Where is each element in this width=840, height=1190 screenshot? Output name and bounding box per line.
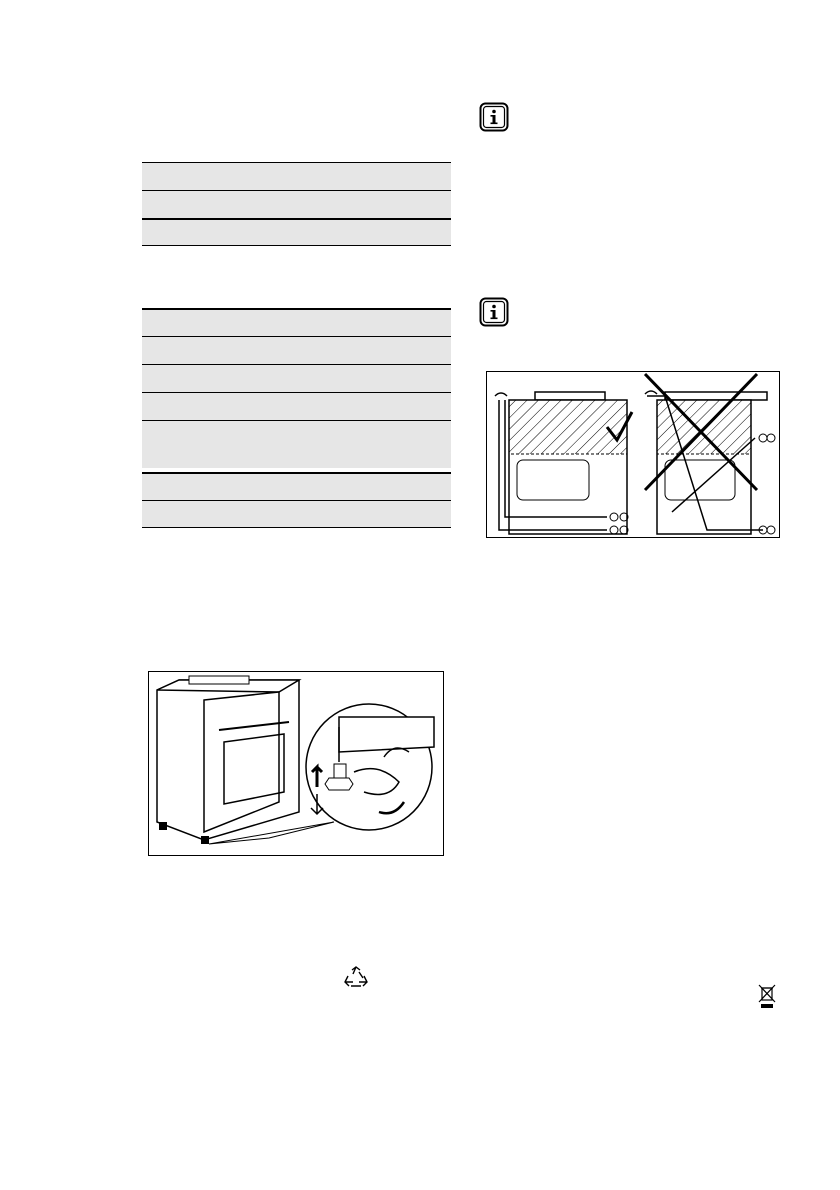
crossed-bin-icon — [758, 983, 776, 1009]
table-row — [142, 336, 451, 364]
table-row — [142, 392, 451, 420]
table-row — [142, 308, 451, 336]
table-row — [142, 420, 451, 468]
zoom-inset — [306, 704, 434, 830]
table-row — [142, 364, 451, 392]
table-row — [142, 472, 451, 500]
technical-data-table-2 — [142, 308, 451, 528]
anti-tilt-illustration — [486, 371, 780, 538]
adjust-feet-illustration — [148, 671, 444, 856]
table-row — [142, 500, 451, 528]
table-row — [142, 162, 451, 190]
table-row — [142, 190, 451, 218]
info-icon — [479, 102, 509, 132]
technical-data-table-1 — [142, 162, 451, 246]
cooker-correct-installation — [495, 392, 628, 534]
info-icon — [479, 297, 509, 327]
table-row — [142, 218, 451, 246]
recycle-icon — [343, 966, 369, 990]
cooker-incorrect-installation — [645, 391, 775, 534]
